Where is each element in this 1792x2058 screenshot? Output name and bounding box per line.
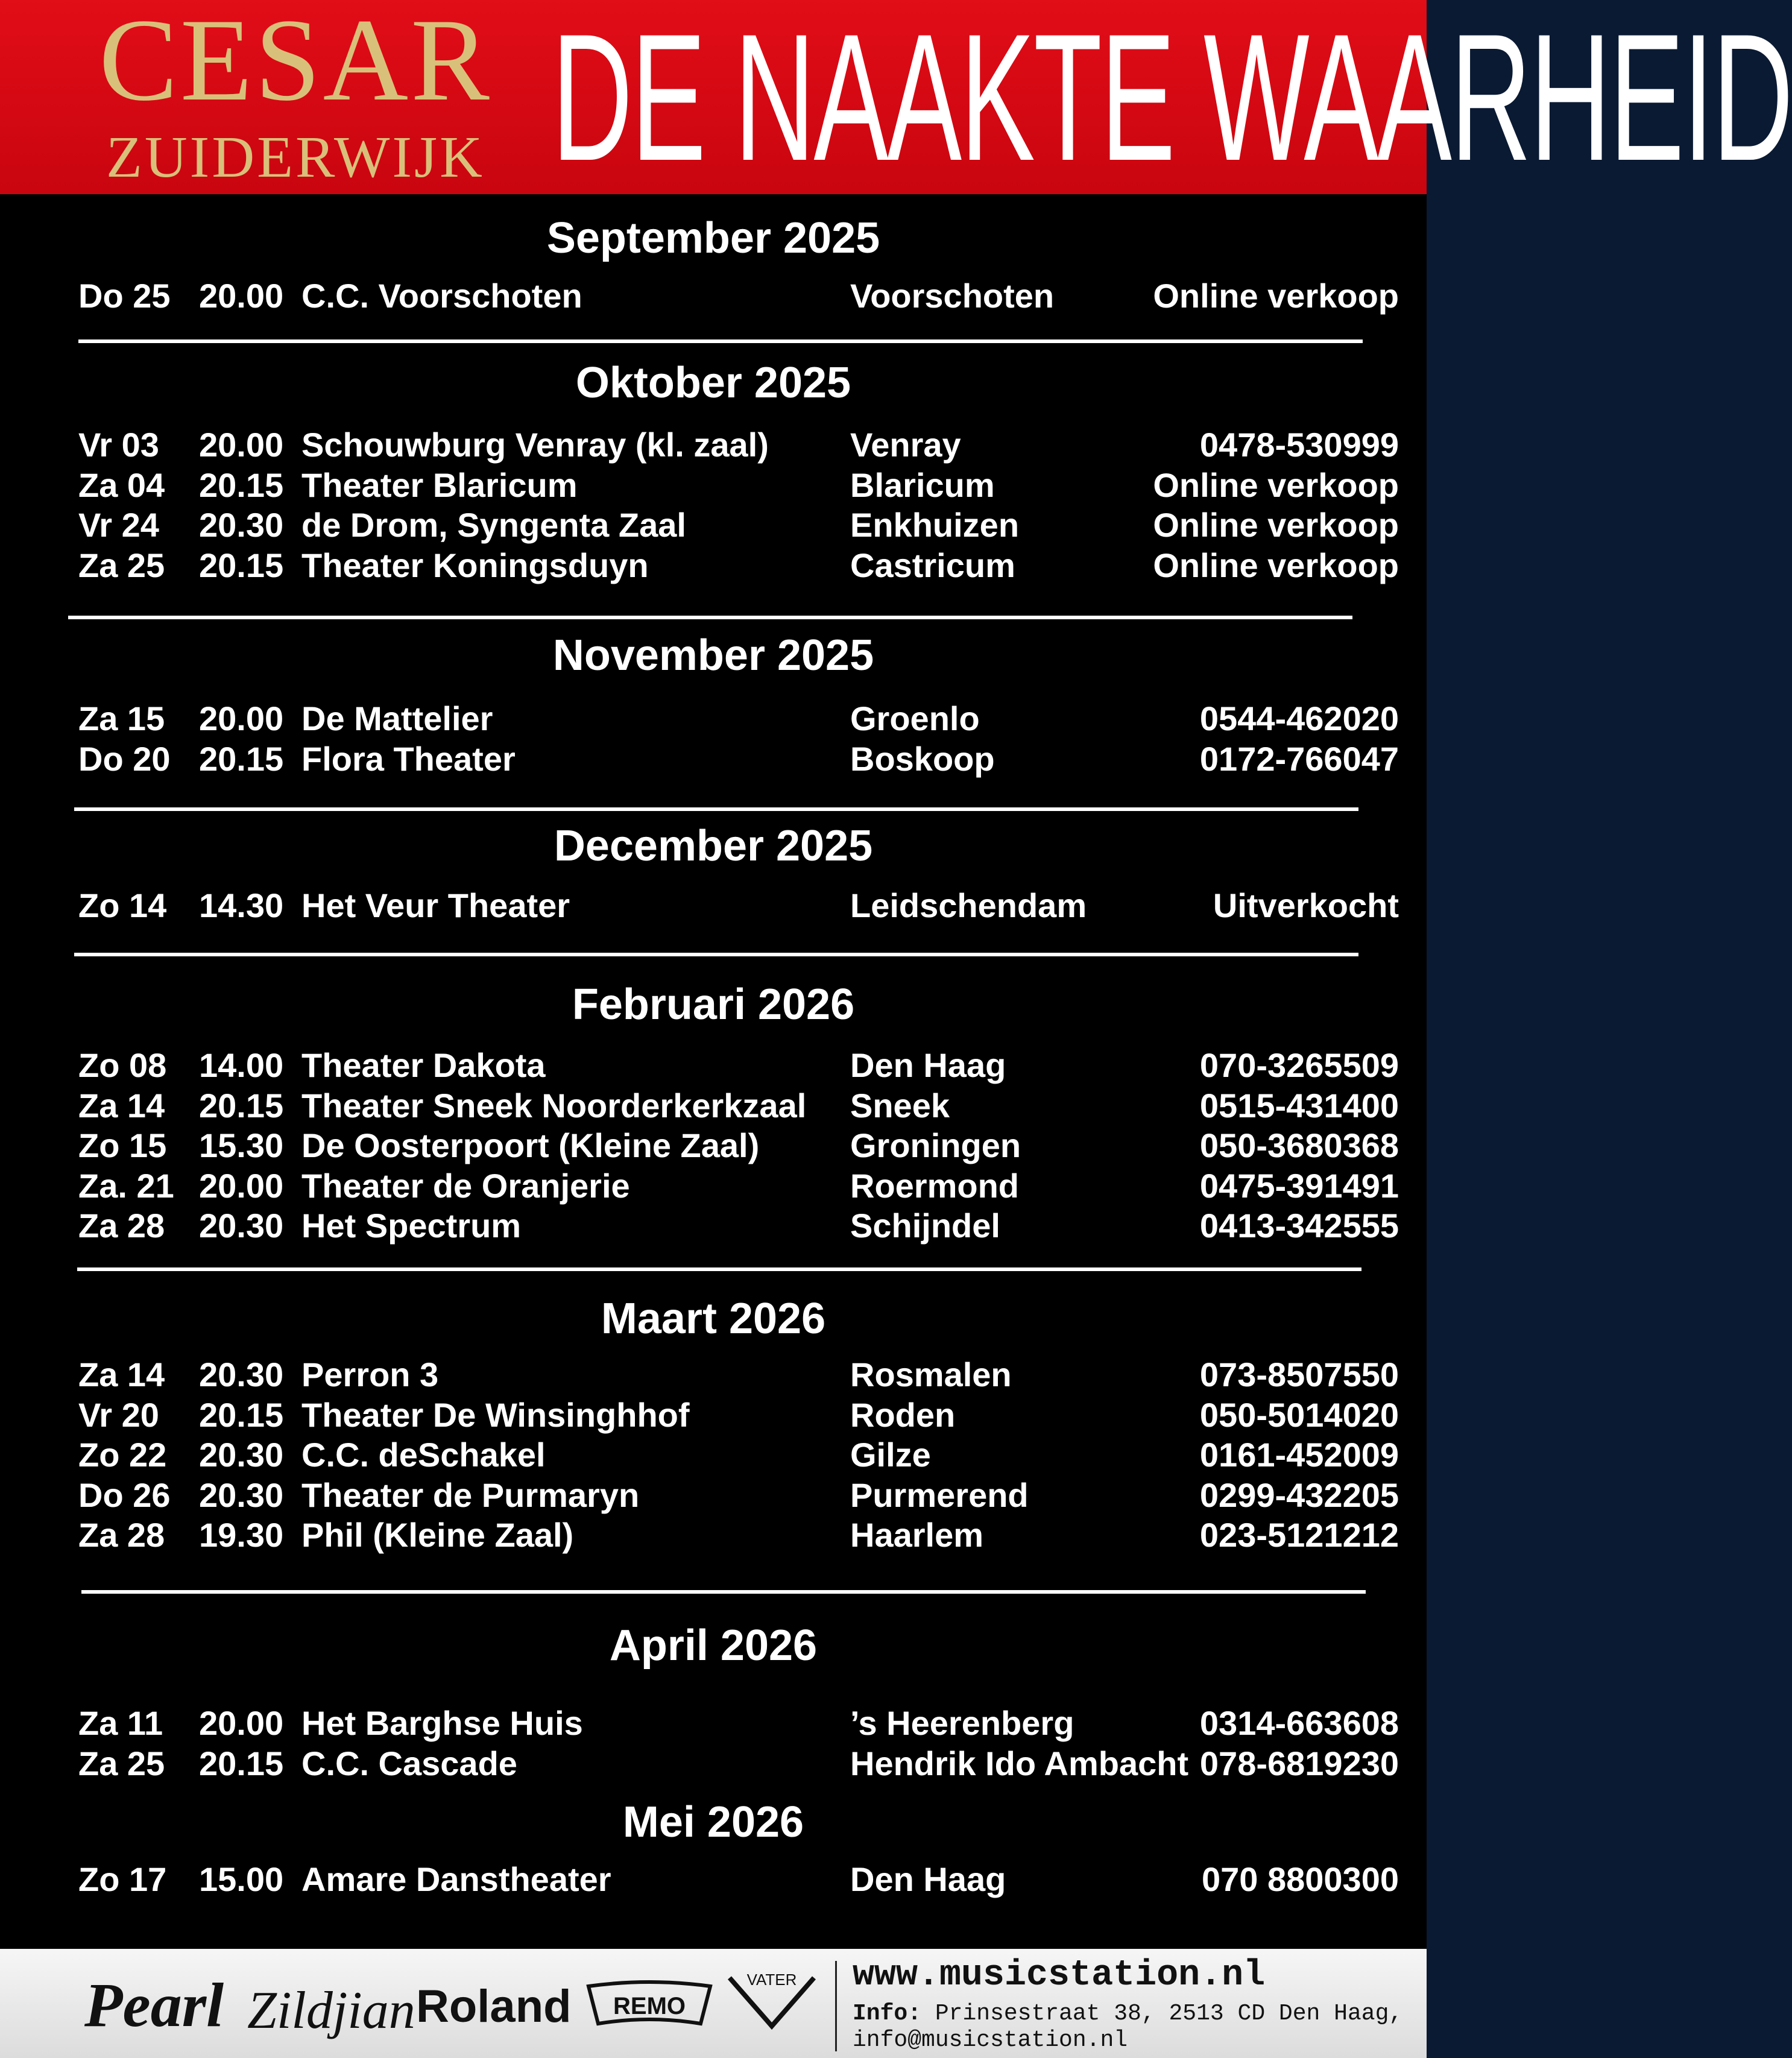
event-ticket-info: 070-3265509 bbox=[1199, 1046, 1399, 1084]
event-time: 20.30 bbox=[199, 1476, 284, 1514]
event-row bbox=[78, 1046, 1399, 1085]
event-city: Rosmalen bbox=[850, 1356, 1012, 1394]
event-time: 14.00 bbox=[199, 1046, 284, 1084]
event-row bbox=[78, 1166, 1399, 1206]
vater-v-icon bbox=[724, 1966, 820, 2038]
event-ticket-info: 0475-391491 bbox=[1199, 1166, 1399, 1205]
event-day: Zo 17 bbox=[78, 1860, 167, 1898]
event-city: Boskoop bbox=[850, 739, 995, 778]
event-city: Haarlem bbox=[850, 1516, 984, 1554]
event-venue: Het Veur Theater bbox=[301, 886, 570, 924]
event-venue: C.C. deSchakel bbox=[301, 1436, 546, 1474]
event-venue: Theater Dakota bbox=[301, 1046, 546, 1084]
event-time: 20.00 bbox=[199, 1704, 284, 1742]
month-heading: Februari 2026 bbox=[572, 980, 855, 1029]
section-divider bbox=[74, 953, 1358, 956]
event-ticket-info: 0478-530999 bbox=[1199, 426, 1399, 464]
event-row bbox=[78, 1435, 1399, 1475]
event-ticket-info: 050-3680368 bbox=[1199, 1126, 1399, 1164]
address-text: Prinsestraat 38, 2513 CD Den Haag, bbox=[935, 2001, 1403, 2027]
event-venue: Perron 3 bbox=[301, 1356, 439, 1394]
event-venue: Theater De Winsinghhof bbox=[301, 1395, 690, 1434]
event-day: Za 25 bbox=[78, 1744, 165, 1782]
event-venue: Phil (Kleine Zaal) bbox=[301, 1516, 574, 1554]
event-time: 15.00 bbox=[199, 1860, 284, 1898]
event-row bbox=[78, 1355, 1399, 1395]
event-day: Za 14 bbox=[78, 1356, 165, 1394]
vater-logo bbox=[724, 1966, 820, 2038]
sponsor-footer bbox=[0, 1949, 1427, 2058]
event-day: Za 15 bbox=[78, 699, 165, 737]
event-time: 20.00 bbox=[199, 1166, 284, 1205]
event-row bbox=[78, 699, 1399, 739]
artist-last-name: ZUIDERWIJK bbox=[106, 125, 485, 190]
month-heading: November 2025 bbox=[552, 631, 874, 680]
event-ticket-info: 023-5121212 bbox=[1199, 1516, 1399, 1554]
event-day: Vr 24 bbox=[78, 506, 159, 544]
event-row bbox=[78, 1206, 1399, 1246]
event-city: Castricum bbox=[850, 546, 1015, 584]
remo-badge-icon bbox=[586, 1981, 713, 2028]
event-ticket-info: 073-8507550 bbox=[1199, 1356, 1399, 1394]
event-city: Enkhuizen bbox=[850, 506, 1020, 544]
event-ticket-info: 050-5014020 bbox=[1199, 1395, 1399, 1434]
event-city: Voorschoten bbox=[850, 277, 1055, 315]
event-venue: Theater Blaricum bbox=[301, 466, 578, 504]
event-time: 20.30 bbox=[199, 506, 284, 544]
month-heading: Maart 2026 bbox=[601, 1295, 826, 1343]
roland-logo: Roland bbox=[416, 1981, 572, 2032]
event-venue: Schouwburg Venray (kl. zaal) bbox=[301, 426, 769, 464]
section-divider bbox=[74, 807, 1358, 811]
event-city: Den Haag bbox=[850, 1860, 1006, 1898]
event-venue: Theater de Oranjerie bbox=[301, 1166, 630, 1205]
event-ticket-info: 0172-766047 bbox=[1199, 739, 1399, 778]
event-city: Blaricum bbox=[850, 466, 995, 504]
month-heading: Oktober 2025 bbox=[575, 359, 851, 407]
section-divider bbox=[68, 616, 1352, 619]
event-row bbox=[78, 1744, 1399, 1784]
month-heading: Mei 2026 bbox=[622, 1798, 804, 1846]
event-venue: Theater Sneek Noorderkerkzaal bbox=[301, 1086, 807, 1125]
event-time: 20.00 bbox=[199, 277, 284, 315]
artist-first-name: CESAR bbox=[99, 0, 492, 125]
event-day: Zo 15 bbox=[78, 1126, 167, 1164]
event-venue: C.C. Voorschoten bbox=[301, 277, 582, 315]
event-time: 20.15 bbox=[199, 466, 284, 504]
address-line bbox=[853, 2001, 1402, 2027]
event-time: 20.30 bbox=[199, 1436, 284, 1474]
event-city: Venray bbox=[850, 426, 961, 464]
event-city: Gilze bbox=[850, 1436, 931, 1474]
section-divider bbox=[78, 339, 1363, 343]
event-time: 20.30 bbox=[199, 1207, 284, 1245]
email-link[interactable]: info@musicstation.nl bbox=[853, 2027, 1128, 2053]
event-ticket-info: Online verkoop bbox=[1153, 466, 1399, 504]
event-time: 20.00 bbox=[199, 426, 284, 464]
event-day: Za 25 bbox=[78, 546, 165, 584]
event-time: 20.15 bbox=[199, 1086, 284, 1125]
event-time: 20.15 bbox=[199, 546, 284, 584]
website-link[interactable]: www.musicstation.nl bbox=[853, 1955, 1266, 1996]
month-heading: September 2025 bbox=[546, 214, 880, 262]
event-city: Den Haag bbox=[850, 1046, 1006, 1084]
remo-logo bbox=[586, 1981, 713, 2028]
event-day: Do 25 bbox=[78, 277, 171, 315]
event-row bbox=[78, 466, 1399, 505]
event-city: Groningen bbox=[850, 1126, 1021, 1164]
event-day: Za 11 bbox=[78, 1704, 163, 1742]
event-ticket-info: 070 8800300 bbox=[1201, 1860, 1399, 1898]
event-venue: De Oosterpoort (Kleine Zaal) bbox=[301, 1126, 760, 1164]
event-time: 20.00 bbox=[199, 699, 284, 737]
event-day: Za 14 bbox=[78, 1086, 165, 1125]
event-row bbox=[78, 546, 1399, 586]
event-city: Roden bbox=[850, 1395, 956, 1434]
event-time: 20.15 bbox=[199, 1395, 284, 1434]
event-time: 20.15 bbox=[199, 739, 284, 778]
event-city: Groenlo bbox=[850, 699, 980, 737]
event-row bbox=[78, 1086, 1399, 1126]
event-city: Purmerend bbox=[850, 1476, 1029, 1514]
event-day: Do 26 bbox=[78, 1476, 171, 1514]
event-ticket-info: 0314-663608 bbox=[1199, 1704, 1399, 1742]
event-row bbox=[78, 425, 1399, 465]
event-row bbox=[78, 886, 1399, 926]
event-row bbox=[78, 1515, 1399, 1555]
event-row bbox=[78, 1476, 1399, 1515]
event-time: 14.30 bbox=[199, 886, 284, 924]
section-divider bbox=[81, 1590, 1366, 1594]
event-venue: Flora Theater bbox=[301, 739, 516, 778]
event-ticket-info: 0161-452009 bbox=[1199, 1436, 1399, 1474]
event-city: Leidschendam bbox=[850, 886, 1087, 924]
show-title: DE NAAKTE WAARHEID bbox=[552, 0, 1792, 198]
event-city: Schijndel bbox=[850, 1207, 1000, 1245]
event-day: Za 28 bbox=[78, 1516, 165, 1554]
remo-logo-text: REMO bbox=[613, 1993, 686, 2019]
info-label: Info: bbox=[853, 2001, 922, 2027]
event-ticket-info: Online verkoop bbox=[1153, 546, 1399, 584]
event-venue: de Drom, Syngenta Zaal bbox=[301, 506, 686, 544]
event-row bbox=[78, 1703, 1399, 1743]
event-city: Hendrik Ido Ambacht bbox=[850, 1744, 1189, 1782]
event-ticket-info: Online verkoop bbox=[1153, 506, 1399, 544]
event-day: Zo 22 bbox=[78, 1436, 167, 1474]
event-venue: Het Spectrum bbox=[301, 1207, 522, 1245]
month-heading: December 2025 bbox=[554, 822, 873, 870]
event-row bbox=[78, 1860, 1399, 1899]
event-venue: Theater de Purmaryn bbox=[301, 1476, 640, 1514]
event-day: Za 28 bbox=[78, 1207, 165, 1245]
event-ticket-info: 0544-462020 bbox=[1199, 699, 1399, 737]
event-ticket-info: Uitverkocht bbox=[1213, 886, 1399, 924]
event-ticket-info: Online verkoop bbox=[1153, 277, 1399, 315]
event-ticket-info: 0413-342555 bbox=[1199, 1207, 1399, 1245]
poster-header bbox=[0, 0, 1792, 198]
event-day: Za. 21 bbox=[78, 1166, 174, 1205]
event-day: Za 04 bbox=[78, 466, 165, 504]
zildjian-logo: Zildjian bbox=[247, 1981, 415, 2040]
event-day: Vr 03 bbox=[78, 426, 159, 464]
event-day: Vr 20 bbox=[78, 1395, 159, 1434]
event-city: Sneek bbox=[850, 1086, 950, 1125]
event-day: Zo 14 bbox=[78, 886, 167, 924]
event-time: 20.15 bbox=[199, 1744, 284, 1782]
contact-info bbox=[853, 2001, 1402, 2054]
event-day: Zo 08 bbox=[78, 1046, 167, 1084]
event-venue: C.C. Cascade bbox=[301, 1744, 517, 1782]
section-divider bbox=[77, 1267, 1361, 1271]
event-venue: De Mattelier bbox=[301, 699, 493, 737]
event-row bbox=[78, 276, 1399, 316]
event-city: Roermond bbox=[850, 1166, 1019, 1205]
event-row bbox=[78, 739, 1399, 779]
event-row bbox=[78, 1395, 1399, 1435]
event-time: 20.30 bbox=[199, 1356, 284, 1394]
event-venue: Amare Danstheater bbox=[301, 1860, 611, 1898]
vater-logo-text: VATER bbox=[746, 1971, 797, 1989]
footer-divider bbox=[835, 1961, 837, 2051]
event-row bbox=[78, 505, 1399, 545]
event-city: ’s Heerenberg bbox=[850, 1704, 1074, 1742]
event-row bbox=[78, 1126, 1399, 1166]
event-day: Do 20 bbox=[78, 739, 171, 778]
event-ticket-info: 078-6819230 bbox=[1199, 1744, 1399, 1782]
month-heading: April 2026 bbox=[609, 1621, 818, 1670]
event-venue: Het Barghse Huis bbox=[301, 1704, 583, 1742]
event-ticket-info: 0515-431400 bbox=[1199, 1086, 1399, 1125]
event-time: 15.30 bbox=[199, 1126, 284, 1164]
pearl-logo: Pearl bbox=[84, 1971, 224, 2040]
event-venue: Theater Koningsduyn bbox=[301, 546, 649, 584]
event-time: 19.30 bbox=[199, 1516, 284, 1554]
event-ticket-info: 0299-432205 bbox=[1199, 1476, 1399, 1514]
